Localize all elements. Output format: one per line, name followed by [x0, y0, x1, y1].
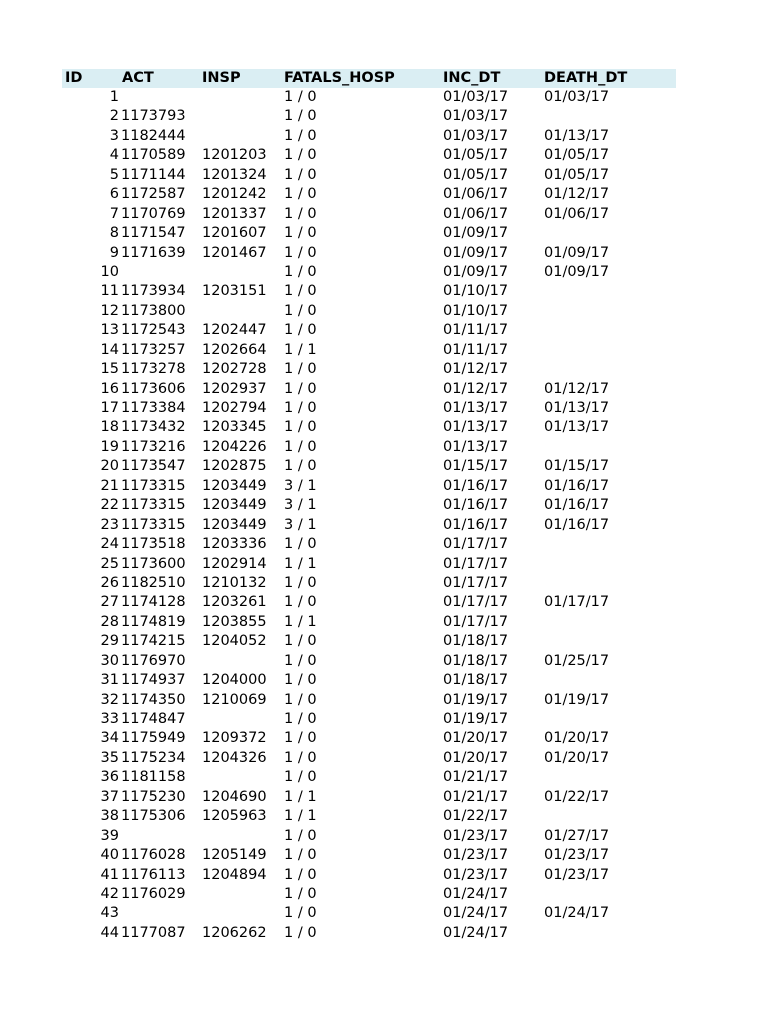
cell-fatals-hosp: 1 / 0	[284, 633, 317, 650]
cell-inc-dt: 01/17/17	[443, 536, 509, 553]
cell-act: 1173518	[121, 536, 186, 553]
cell-insp: 1204000	[202, 672, 267, 689]
cell-id: 37	[100, 788, 119, 805]
cell-id: 6	[109, 186, 119, 203]
cell-fatals-hosp: 1 / 0	[284, 205, 317, 222]
cell-fatals-hosp: 1 / 1	[284, 555, 317, 572]
cell-fatals-hosp: 1 / 0	[284, 458, 317, 475]
cell-insp: 1204894	[202, 866, 267, 883]
cell-act: 1170589	[121, 147, 186, 164]
cell-id: 22	[100, 497, 119, 514]
cell-fatals-hosp: 1 / 0	[284, 322, 317, 339]
cell-inc-dt: 01/17/17	[443, 574, 509, 591]
cell-act: 1172543	[121, 322, 186, 339]
cell-fatals-hosp: 1 / 0	[284, 361, 317, 378]
cell-id: 39	[100, 827, 119, 844]
cell-fatals-hosp: 1 / 0	[284, 400, 317, 416]
cell-fatals-hosp: 1 / 0	[284, 574, 317, 591]
cell-fatals-hosp: 1 / 0	[284, 769, 317, 786]
cell-act: 1174847	[121, 711, 186, 727]
cell-death-dt: 01/19/17	[544, 691, 610, 708]
table-row	[0, 360, 770, 379]
table-row	[0, 729, 770, 748]
cell-act: 1173384	[121, 400, 186, 416]
table-row	[0, 516, 770, 535]
cell-fatals-hosp: 1 / 0	[284, 866, 317, 883]
cell-death-dt: 01/16/17	[544, 516, 610, 533]
cell-act: 1173278	[121, 361, 186, 378]
cell-id: 38	[100, 808, 119, 825]
cell-fatals-hosp: 1 / 0	[284, 711, 317, 727]
cell-death-dt: 01/12/17	[544, 380, 610, 397]
table-row	[0, 671, 770, 690]
cell-death-dt: 01/05/17	[544, 166, 610, 183]
cell-act: 1174819	[121, 613, 186, 630]
cell-fatals-hosp: 1 / 0	[284, 847, 317, 864]
cell-fatals-hosp: 1 / 0	[284, 924, 317, 941]
table-row	[0, 477, 770, 496]
cell-death-dt: 01/25/17	[544, 652, 610, 669]
cell-act: 1173432	[121, 419, 186, 436]
table-row	[0, 535, 770, 554]
table-row	[0, 146, 770, 165]
cell-id: 3	[109, 127, 119, 144]
cell-id: 31	[100, 672, 119, 689]
cell-death-dt: 01/20/17	[544, 730, 610, 747]
cell-id: 40	[100, 847, 119, 864]
cell-id: 7	[109, 205, 119, 222]
cell-inc-dt: 01/18/17	[443, 672, 509, 689]
cell-act: 1176029	[121, 885, 186, 902]
cell-act: 1176970	[121, 652, 186, 669]
table-row	[0, 885, 770, 904]
header-insp: INSP	[202, 70, 241, 86]
table-header-row	[62, 69, 676, 88]
table-row	[0, 749, 770, 768]
cell-insp: 1204690	[202, 788, 267, 805]
cell-id: 10	[100, 263, 119, 280]
cell-inc-dt: 01/23/17	[443, 866, 509, 883]
header-death-dt: DEATH_DT	[544, 70, 628, 86]
cell-insp: 1205149	[202, 847, 267, 864]
cell-fatals-hosp: 1 / 0	[284, 186, 317, 203]
table-row	[0, 205, 770, 224]
table-row	[0, 282, 770, 301]
table-row	[0, 827, 770, 846]
table-row	[0, 593, 770, 612]
cell-inc-dt: 01/18/17	[443, 633, 509, 650]
cell-insp: 1210069	[202, 691, 267, 708]
cell-insp: 1210132	[202, 574, 267, 591]
table-row	[0, 866, 770, 885]
table-row	[0, 185, 770, 204]
table-row	[0, 555, 770, 574]
cell-inc-dt: 01/16/17	[443, 477, 509, 494]
header-id: ID	[65, 70, 83, 86]
cell-fatals-hosp: 1 / 0	[284, 438, 317, 455]
cell-insp: 1204226	[202, 438, 267, 455]
cell-insp: 1205963	[202, 808, 267, 825]
cell-inc-dt: 01/24/17	[443, 885, 509, 902]
table-row	[0, 127, 770, 146]
cell-fatals-hosp: 1 / 1	[284, 613, 317, 630]
cell-id: 9	[109, 244, 119, 261]
cell-insp: 1203336	[202, 536, 267, 553]
cell-insp: 1201607	[202, 225, 267, 242]
cell-inc-dt: 01/03/17	[443, 108, 509, 125]
cell-inc-dt: 01/12/17	[443, 380, 509, 397]
cell-inc-dt: 01/11/17	[443, 322, 509, 339]
cell-inc-dt: 01/10/17	[443, 302, 509, 319]
cell-death-dt: 01/17/17	[544, 594, 610, 611]
cell-id: 35	[100, 749, 119, 766]
table-row	[0, 710, 770, 729]
cell-fatals-hosp: 1 / 0	[284, 905, 317, 922]
cell-inc-dt: 01/03/17	[443, 127, 509, 144]
cell-insp: 1203449	[202, 516, 267, 533]
cell-act: 1170769	[121, 205, 186, 222]
cell-id: 15	[100, 361, 119, 378]
table-row	[0, 496, 770, 515]
cell-inc-dt: 01/17/17	[443, 613, 509, 630]
table-row	[0, 244, 770, 263]
cell-id: 24	[100, 536, 119, 553]
cell-insp: 1202447	[202, 322, 267, 339]
cell-id: 20	[100, 458, 119, 475]
cell-inc-dt: 01/23/17	[443, 847, 509, 864]
cell-act: 1177087	[121, 924, 186, 941]
table-row	[0, 380, 770, 399]
cell-id: 44	[100, 924, 119, 941]
cell-fatals-hosp: 1 / 0	[284, 730, 317, 747]
cell-fatals-hosp: 3 / 1	[284, 516, 317, 533]
header-act: ACT	[122, 70, 154, 86]
cell-act: 1182444	[121, 127, 186, 144]
cell-inc-dt: 01/13/17	[443, 400, 509, 416]
cell-id: 18	[100, 419, 119, 436]
table-row	[0, 166, 770, 185]
cell-insp: 1201467	[202, 244, 267, 261]
cell-death-dt: 01/16/17	[544, 497, 610, 514]
table-row	[0, 807, 770, 826]
cell-act: 1173257	[121, 341, 186, 358]
cell-insp: 1201242	[202, 186, 267, 203]
cell-insp: 1203449	[202, 477, 267, 494]
cell-inc-dt: 01/12/17	[443, 361, 509, 378]
cell-id: 2	[109, 108, 119, 125]
table-row	[0, 418, 770, 437]
cell-act: 1173934	[121, 283, 186, 300]
cell-fatals-hosp: 1 / 0	[284, 419, 317, 436]
cell-act: 1174937	[121, 672, 186, 689]
table-row	[0, 691, 770, 710]
cell-inc-dt: 01/09/17	[443, 225, 509, 242]
cell-fatals-hosp: 1 / 0	[284, 166, 317, 183]
cell-act: 1173547	[121, 458, 186, 475]
cell-inc-dt: 01/18/17	[443, 652, 509, 669]
cell-fatals-hosp: 1 / 0	[284, 89, 317, 105]
cell-fatals-hosp: 1 / 0	[284, 263, 317, 280]
cell-act: 1175949	[121, 730, 186, 747]
cell-insp: 1202875	[202, 458, 267, 475]
cell-fatals-hosp: 1 / 0	[284, 536, 317, 553]
cell-act: 1173216	[121, 438, 186, 455]
cell-inc-dt: 01/21/17	[443, 788, 509, 805]
cell-act: 1175234	[121, 749, 186, 766]
table-row	[0, 632, 770, 651]
table-row	[0, 574, 770, 593]
cell-insp: 1202728	[202, 361, 267, 378]
cell-death-dt: 01/23/17	[544, 847, 610, 864]
cell-act: 1182510	[121, 574, 186, 591]
cell-id: 41	[100, 866, 119, 883]
cell-id: 33	[100, 711, 119, 727]
cell-fatals-hosp: 1 / 0	[284, 672, 317, 689]
table-row	[0, 768, 770, 787]
cell-inc-dt: 01/23/17	[443, 827, 509, 844]
cell-insp: 1203345	[202, 419, 267, 436]
cell-insp: 1203151	[202, 283, 267, 300]
cell-fatals-hosp: 1 / 0	[284, 127, 317, 144]
cell-act: 1171639	[121, 244, 186, 261]
cell-inc-dt: 01/21/17	[443, 769, 509, 786]
table-row	[0, 788, 770, 807]
cell-inc-dt: 01/06/17	[443, 205, 509, 222]
cell-id: 30	[100, 652, 119, 669]
cell-inc-dt: 01/16/17	[443, 497, 509, 514]
cell-inc-dt: 01/24/17	[443, 905, 509, 922]
cell-inc-dt: 01/09/17	[443, 263, 509, 280]
cell-act: 1173600	[121, 555, 186, 572]
cell-death-dt: 01/24/17	[544, 905, 610, 922]
table-row	[0, 924, 770, 943]
cell-fatals-hosp: 1 / 0	[284, 283, 317, 300]
spreadsheet-table	[0, 69, 770, 943]
table-row	[0, 438, 770, 457]
cell-death-dt: 01/12/17	[544, 186, 610, 203]
cell-death-dt: 01/13/17	[544, 127, 610, 144]
cell-act: 1173315	[121, 497, 186, 514]
cell-id: 19	[100, 438, 119, 455]
table-row	[0, 341, 770, 360]
cell-insp: 1201337	[202, 205, 267, 222]
cell-inc-dt: 01/09/17	[443, 244, 509, 261]
cell-act: 1174350	[121, 691, 186, 708]
cell-fatals-hosp: 3 / 1	[284, 477, 317, 494]
cell-insp: 1204326	[202, 749, 267, 766]
cell-inc-dt: 01/17/17	[443, 594, 509, 611]
cell-inc-dt: 01/19/17	[443, 691, 509, 708]
cell-id: 17	[100, 400, 119, 416]
cell-inc-dt: 01/06/17	[443, 186, 509, 203]
cell-act: 1173800	[121, 302, 186, 319]
cell-fatals-hosp: 1 / 0	[284, 302, 317, 319]
cell-id: 36	[100, 769, 119, 786]
cell-death-dt: 01/15/17	[544, 458, 610, 475]
cell-id: 25	[100, 555, 119, 572]
table-row	[0, 107, 770, 126]
cell-id: 34	[100, 730, 119, 747]
table-row	[0, 263, 770, 282]
cell-act: 1173315	[121, 477, 186, 494]
cell-act: 1172587	[121, 186, 186, 203]
table-row	[0, 652, 770, 671]
cell-insp: 1202664	[202, 341, 267, 358]
cell-id: 16	[100, 380, 119, 397]
cell-death-dt: 01/09/17	[544, 244, 610, 261]
cell-id: 43	[100, 905, 119, 922]
cell-death-dt: 01/06/17	[544, 205, 610, 222]
cell-insp: 1201324	[202, 166, 267, 183]
cell-fatals-hosp: 1 / 0	[284, 594, 317, 611]
cell-act: 1181158	[121, 769, 186, 786]
cell-act: 1175230	[121, 788, 186, 805]
cell-inc-dt: 01/03/17	[443, 89, 509, 105]
cell-insp: 1203855	[202, 613, 267, 630]
cell-death-dt: 01/05/17	[544, 147, 610, 164]
cell-act: 1173606	[121, 380, 186, 397]
cell-inc-dt: 01/17/17	[443, 555, 509, 572]
table-row	[0, 457, 770, 476]
cell-fatals-hosp: 1 / 0	[284, 749, 317, 766]
cell-fatals-hosp: 1 / 0	[284, 380, 317, 397]
cell-inc-dt: 01/16/17	[443, 516, 509, 533]
cell-inc-dt: 01/20/17	[443, 749, 509, 766]
cell-death-dt: 01/27/17	[544, 827, 610, 844]
cell-death-dt: 01/23/17	[544, 866, 610, 883]
cell-id: 14	[100, 341, 119, 358]
cell-fatals-hosp: 1 / 0	[284, 147, 317, 164]
cell-id: 27	[100, 594, 119, 611]
cell-death-dt: 01/22/17	[544, 788, 610, 805]
cell-death-dt: 01/16/17	[544, 477, 610, 494]
cell-act: 1176113	[121, 866, 186, 883]
cell-fatals-hosp: 1 / 1	[284, 808, 317, 825]
cell-act: 1175306	[121, 808, 186, 825]
cell-inc-dt: 01/13/17	[443, 438, 509, 455]
cell-id: 4	[109, 147, 119, 164]
table-row	[0, 321, 770, 340]
cell-fatals-hosp: 1 / 0	[284, 108, 317, 125]
cell-id: 28	[100, 613, 119, 630]
cell-fatals-hosp: 1 / 0	[284, 885, 317, 902]
cell-id: 5	[109, 166, 119, 183]
cell-inc-dt: 01/05/17	[443, 147, 509, 164]
cell-inc-dt: 01/20/17	[443, 730, 509, 747]
table-row	[0, 904, 770, 923]
cell-insp: 1202794	[202, 400, 267, 416]
cell-death-dt: 01/13/17	[544, 400, 610, 416]
cell-fatals-hosp: 1 / 0	[284, 244, 317, 261]
cell-insp: 1209372	[202, 730, 267, 747]
cell-insp: 1206262	[202, 924, 267, 941]
cell-fatals-hosp: 1 / 1	[284, 341, 317, 358]
cell-inc-dt: 01/22/17	[443, 808, 509, 825]
cell-inc-dt: 01/13/17	[443, 419, 509, 436]
cell-fatals-hosp: 1 / 1	[284, 788, 317, 805]
cell-death-dt: 01/20/17	[544, 749, 610, 766]
cell-id: 26	[100, 574, 119, 591]
cell-inc-dt: 01/19/17	[443, 711, 509, 727]
cell-id: 12	[100, 302, 119, 319]
cell-id: 29	[100, 633, 119, 650]
table-row	[0, 88, 770, 107]
header-fatals-hosp: FATALS_HOSP	[284, 70, 395, 86]
cell-death-dt: 01/13/17	[544, 419, 610, 436]
table-row	[0, 224, 770, 243]
cell-insp: 1202937	[202, 380, 267, 397]
cell-id: 13	[100, 322, 119, 339]
cell-inc-dt: 01/11/17	[443, 341, 509, 358]
table-row	[0, 399, 770, 418]
cell-inc-dt: 01/24/17	[443, 924, 509, 941]
cell-act: 1176028	[121, 847, 186, 864]
cell-id: 8	[109, 225, 119, 242]
cell-insp: 1203261	[202, 594, 267, 611]
cell-death-dt: 01/03/17	[544, 89, 610, 105]
cell-inc-dt: 01/05/17	[443, 166, 509, 183]
header-inc-dt: INC_DT	[443, 70, 501, 86]
cell-fatals-hosp: 1 / 0	[284, 225, 317, 242]
cell-act: 1173793	[121, 108, 186, 125]
cell-insp: 1204052	[202, 633, 267, 650]
cell-inc-dt: 01/15/17	[443, 458, 509, 475]
cell-fatals-hosp: 3 / 1	[284, 497, 317, 514]
cell-act: 1171547	[121, 225, 186, 242]
cell-death-dt: 01/09/17	[544, 263, 610, 280]
table-row	[0, 613, 770, 632]
cell-fatals-hosp: 1 / 0	[284, 827, 317, 844]
cell-insp: 1203449	[202, 497, 267, 514]
cell-insp: 1202914	[202, 555, 267, 572]
cell-inc-dt: 01/10/17	[443, 283, 509, 300]
cell-act: 1174215	[121, 633, 186, 650]
cell-id: 11	[100, 283, 119, 300]
table-row	[0, 846, 770, 865]
cell-id: 23	[100, 516, 119, 533]
cell-act: 1171144	[121, 166, 186, 183]
cell-insp: 1201203	[202, 147, 267, 164]
table-body	[0, 88, 770, 943]
cell-id: 42	[100, 885, 119, 902]
cell-id: 32	[100, 691, 119, 708]
cell-id: 21	[100, 477, 119, 494]
cell-fatals-hosp: 1 / 0	[284, 652, 317, 669]
table-row	[0, 302, 770, 321]
cell-fatals-hosp: 1 / 0	[284, 691, 317, 708]
cell-act: 1173315	[121, 516, 186, 533]
cell-act: 1174128	[121, 594, 186, 611]
cell-id: 1	[109, 89, 119, 105]
